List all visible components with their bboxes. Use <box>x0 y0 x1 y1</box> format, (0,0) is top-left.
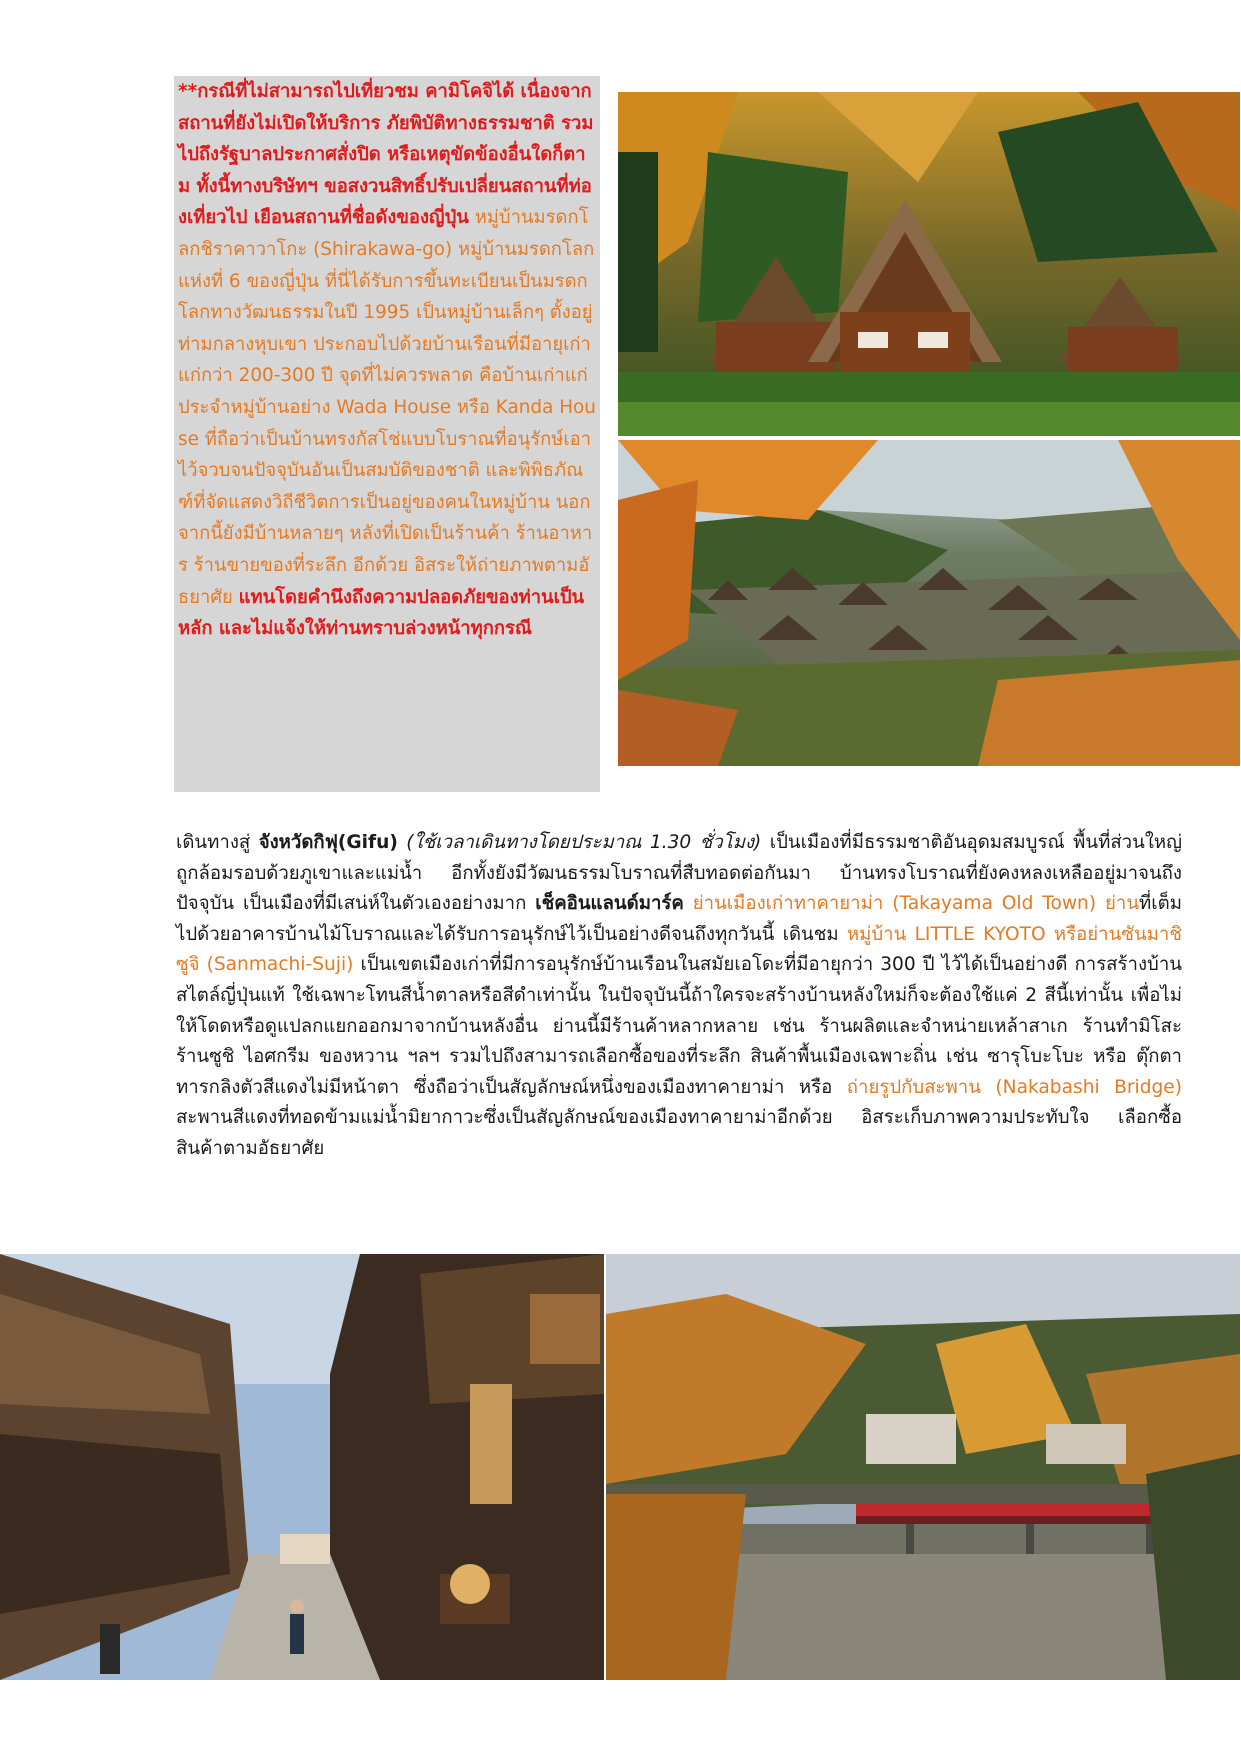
notice-warning-end: แทนโดยคำนึงถึงความปลอดภัยของท่านเป็นหลัก และไม่แจ้งให้ท่านทราบล่วงหน้าทุกกรณี <box>178 586 585 640</box>
text-segment: เป็นเขตเมืองเก่าที่มีการอนุรักษ์บ้านเรือนในสมัยเอโดะที่มีอายุกว่า 300 ปี ไว้ได้เป็นอย่างดี การสร้างบ้านสไตล์ญี่ปุ่นแท้ ใช้เฉพาะโทนสีน้ำตาลหรือสีดำเท่านั้น ในปัจจุบันนี้ถ้าใครจะสร้างบ้านหลังใหม่ก็จะต้องใช้แค่ 2 สีนี้เท่านั้น เพื่อไม่ให้โดดหรือดูแปลกแยกออกมาจากบ้านหลังอื่น ย่านนี้มีร้านค้าหลากหลาย เช่น ร้านผลิตและจำหน่ายเหล้าสาเก ร้านทำมิโสะ ร้านซูชิ ไอศกรีม ของหวาน ฯลฯ รวมไปถึงสามารถเลือกซื้อของที่ระลึก สินค้าพื้นเมืองเฉพาะถิ่น เช่น ซารุโบะโบะ หรือ ตุ๊กตาทารกลิงตัวสีแดงไม่มีหน้าตา ซึ่งถือว่าเป็นสัญลักษณ์หนึ่งของเมืองทาคายาม่า หรือ <box>176 954 1182 1098</box>
nakabashi-bridge: ถ่ายรูปกับสะพาน (Nakabashi Bridge) <box>846 1076 1182 1098</box>
takayama-old-town: ย่านเมืองเก่าทาคายาม่า (Takayama Old Town) ย่าน <box>683 893 1140 915</box>
gassho-houses-photo <box>618 92 1240 436</box>
shirakawa-description: หมู่บ้านมรดกโลกชิราคาวาโกะ (Shirakawa-go) หมู่บ้านมรดกโลกแห่งที่ 6 ของญี่ปุ่น ที่นี่ได้รับการขึ้นทะเบียนเป็นมรดกโลกทางวัฒนธรรมในปี 1995 เป็นหมู่บ้านเล็กๆ ตั้งอยู่ท่ามกลางหุบเขา ประกอบไปด้วยบ้านเรือนที่มีอายุเก่าแก่กว่า 200-300 ปี จุดที่ไม่ควรพลาด คือบ้านเก่าแก่ประจำหมู่บ้านอย่าง Wada House หรือ Kanda House ที่ถือว่าเป็นบ้านทรงกัสโช่แบบโบราณที่อนุรักษ์เอาไว้จวบจนปัจจุบันอันเป็นสมบัติของชาติ และพิพิธภัณฑ์ที่จัดแสดงวิถีชีวิตการเป็นอยู่ของคนในหมู่บ้าน นอกจากนี้ยังมีบ้านหลายๆ หลังที่เปิดเป็นร้านค้า ร้านอาหาร ร้านขายของที่ระลึก อีกด้วย อิสระให้ถ่ายภาพตามอัธยาศัย <box>178 207 596 608</box>
checkin-label: เช็คอินแลนด์มาร์ค <box>535 893 684 915</box>
notice-warning: **กรณีที่ไม่สามารถไปเที่ยวชม คามิโคจิได้ เนื่องจาก สถานที่ยังไม่เปิดให้บริการ ภัยพิบัติทางธรรมชาติ รวมไปถึงรัฐบาลประกาศสั่งปิด หรือเหตุขัดข้องอื่นใดก็ตาม ทั้งนี้ทางบริษัทฯ ขอสงวนสิทธิ์ปรับเปลี่ยนสถานที่ท่องเที่ยวไป เยือนสถานที่ชื่อดังของญี่ปุ่น <box>178 81 594 229</box>
travel-time: (ใช้เวลาเดินทางโดยประมาณ 1.30 ชั่วโมง) <box>397 832 762 853</box>
gifu-description <box>176 828 1182 1165</box>
notice-text <box>178 76 596 645</box>
notice-box <box>174 76 600 792</box>
sanmachi-suji: หมู่บ้าน LITTLE KYOTO หรือย่านซันมาชิซูจิ (Sanmachi-Suji) <box>176 923 1182 976</box>
shirakawago-village-photo <box>618 440 1240 766</box>
text-segment: เป็นเมืองที่มีธรรมชาติอันอุดมสมบูรณ์ พื้นที่ส่วนใหญ่ถูกล้อมรอบด้วยภูเขาและแม่น้ำ อีกทั้งยังมีวัฒนธรรมโบราณที่สืบทอดต่อกันมา บ้านทรงโบราณที่ยังคงหลงเหลืออยู่มาจนถึงปัจจุบัน เป็นเมืองที่มีเสน่ห์ในตัวเองอย่างมาก <box>176 832 1183 915</box>
nakabashi-bridge-photo <box>606 1254 1240 1680</box>
gifu-title: จังหวัดกิฟุ(Gifu) <box>258 832 398 853</box>
old-town-street-photo <box>0 1254 604 1680</box>
text-segment: เดินทางสู่ <box>176 832 259 853</box>
text-segment: ที่เต็มไปด้วยอาคารบ้านไม้โบราณและได้รับการอนุรักษ์ไว้เป็นอย่างดีจนถึงทุกวันนี้ เดินชม <box>176 893 1182 945</box>
text-segment: สะพานสีแดงที่ทอดข้ามแม่น้ำมิยากาวะซึ่งเป็นสัญลักษณ์ของเมืองทาคายาม่าอีกด้วย อิสระเก็บภาพความประทับใจ เลือกซื้อสินค้าตามอัธยาศัย <box>176 1107 1182 1159</box>
